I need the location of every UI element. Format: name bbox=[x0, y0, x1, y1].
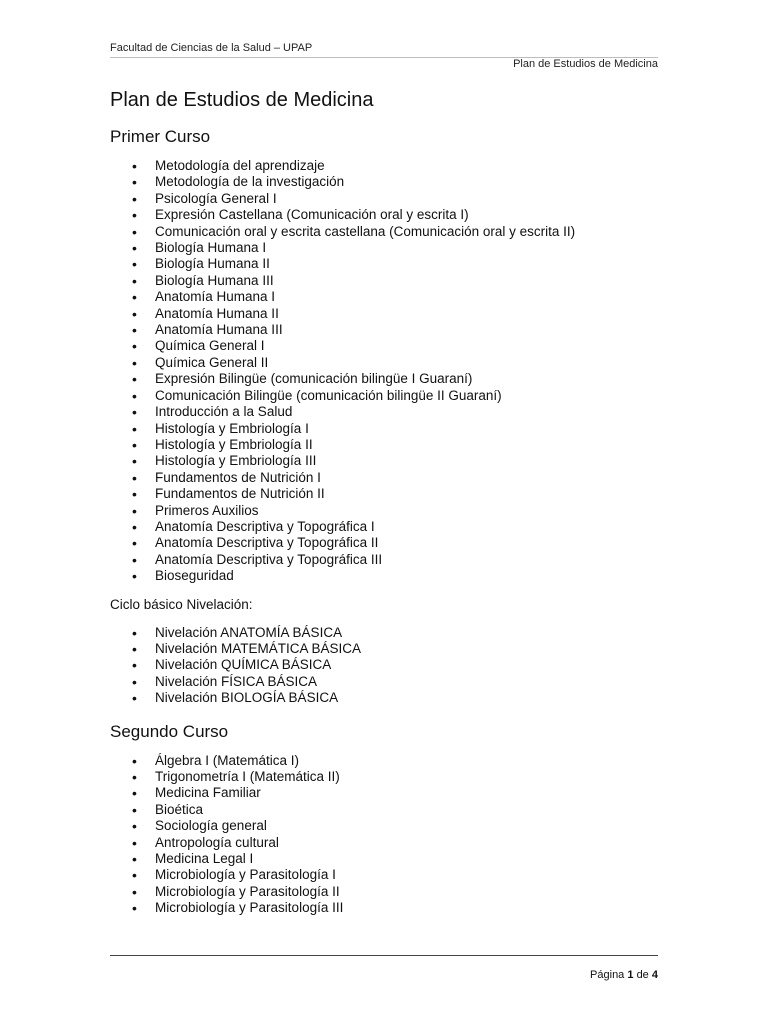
list-item: • Nivelación QUÍMICA BÁSICA bbox=[110, 657, 670, 673]
section-subheading-ciclo-basico: Ciclo básico Nivelación: bbox=[110, 596, 253, 612]
list-item: • Psicología General I bbox=[110, 191, 670, 207]
list-item: • Trigonometría I (Matemática II) bbox=[110, 769, 670, 785]
list-item: • Metodología del aprendizaje bbox=[110, 158, 670, 174]
list-item: • Metodología de la investigación bbox=[110, 174, 670, 190]
header-document-title: Plan de Estudios de Medicina bbox=[513, 58, 658, 70]
page-label: Página bbox=[590, 969, 625, 981]
current-page-number: 1 bbox=[627, 969, 634, 981]
list-item: • Anatomía Descriptiva y Topográfica II bbox=[110, 535, 670, 551]
page-of-label: de bbox=[636, 969, 649, 981]
list-item: • Nivelación FÍSICA BÁSICA bbox=[110, 674, 670, 690]
course-list-ciclo-basico bbox=[110, 625, 670, 707]
document-content bbox=[110, 88, 670, 929]
footer-divider bbox=[110, 955, 658, 956]
list-item: • Expresión Bilingüe (comunicación bilingüe I Guaraní) bbox=[110, 371, 670, 387]
list-item: • Anatomía Humana II bbox=[110, 306, 670, 322]
list-item: • Histología y Embriología III bbox=[110, 453, 670, 469]
list-item: • Química General II bbox=[110, 355, 670, 371]
list-item: • Introducción a la Salud bbox=[110, 404, 670, 420]
list-item: • Medicina Familiar bbox=[110, 785, 670, 801]
page-title: Plan de Estudios de Medicina bbox=[110, 89, 374, 111]
page-number bbox=[590, 969, 658, 981]
list-item: • Sociología general bbox=[110, 818, 670, 834]
list-item: • Anatomía Humana III bbox=[110, 322, 670, 338]
section-heading-primer-curso: Primer Curso bbox=[110, 127, 211, 146]
list-item: • Fundamentos de Nutrición I bbox=[110, 470, 670, 486]
list-item: • Microbiología y Parasitología I bbox=[110, 867, 670, 883]
list-item: • Biología Humana I bbox=[110, 240, 670, 256]
list-item: • Biología Humana II bbox=[110, 256, 670, 272]
list-item: • Primeros Auxilios bbox=[110, 503, 670, 519]
list-item: • Álgebra I (Matemática I) bbox=[110, 753, 670, 769]
list-item: • Histología y Embriología II bbox=[110, 437, 670, 453]
list-item: • Medicina Legal I bbox=[110, 851, 670, 867]
header-institution: Facultad de Ciencias de la Salud – UPAP bbox=[110, 42, 313, 54]
list-item: • Nivelación ANATOMÍA BÁSICA bbox=[110, 625, 670, 641]
list-item: • Anatomía Descriptiva y Topográfica I bbox=[110, 519, 670, 535]
list-item: • Antropología cultural bbox=[110, 835, 670, 851]
list-item: • Bioética bbox=[110, 802, 670, 818]
total-page-number: 4 bbox=[651, 969, 658, 981]
list-item: • Nivelación BIOLOGÍA BÁSICA bbox=[110, 690, 670, 706]
list-item: • Microbiología y Parasitología III bbox=[110, 900, 670, 916]
list-item: • Bioseguridad bbox=[110, 568, 670, 584]
list-item: • Microbiología y Parasitología II bbox=[110, 884, 670, 900]
list-item: • Comunicación Bilingüe (comunicación bilingüe II Guaraní) bbox=[110, 388, 670, 404]
list-item: • Histología y Embriología I bbox=[110, 421, 670, 437]
list-item: • Química General I bbox=[110, 338, 670, 354]
course-list-segundo-curso bbox=[110, 753, 670, 917]
list-item: • Biología Humana III bbox=[110, 273, 670, 289]
course-list-primer-curso bbox=[110, 158, 670, 585]
list-item: • Comunicación oral y escrita castellana (Comunicación oral y escrita II) bbox=[110, 224, 670, 240]
list-item: • Nivelación MATEMÁTICA BÁSICA bbox=[110, 641, 670, 657]
list-item: • Anatomía Humana I bbox=[110, 289, 670, 305]
list-item: • Anatomía Descriptiva y Topográfica III bbox=[110, 552, 670, 568]
list-item: • Expresión Castellana (Comunicación oral y escrita I) bbox=[110, 207, 670, 223]
section-heading-segundo-curso: Segundo Curso bbox=[110, 721, 229, 741]
list-item: • Fundamentos de Nutrición II bbox=[110, 486, 670, 502]
